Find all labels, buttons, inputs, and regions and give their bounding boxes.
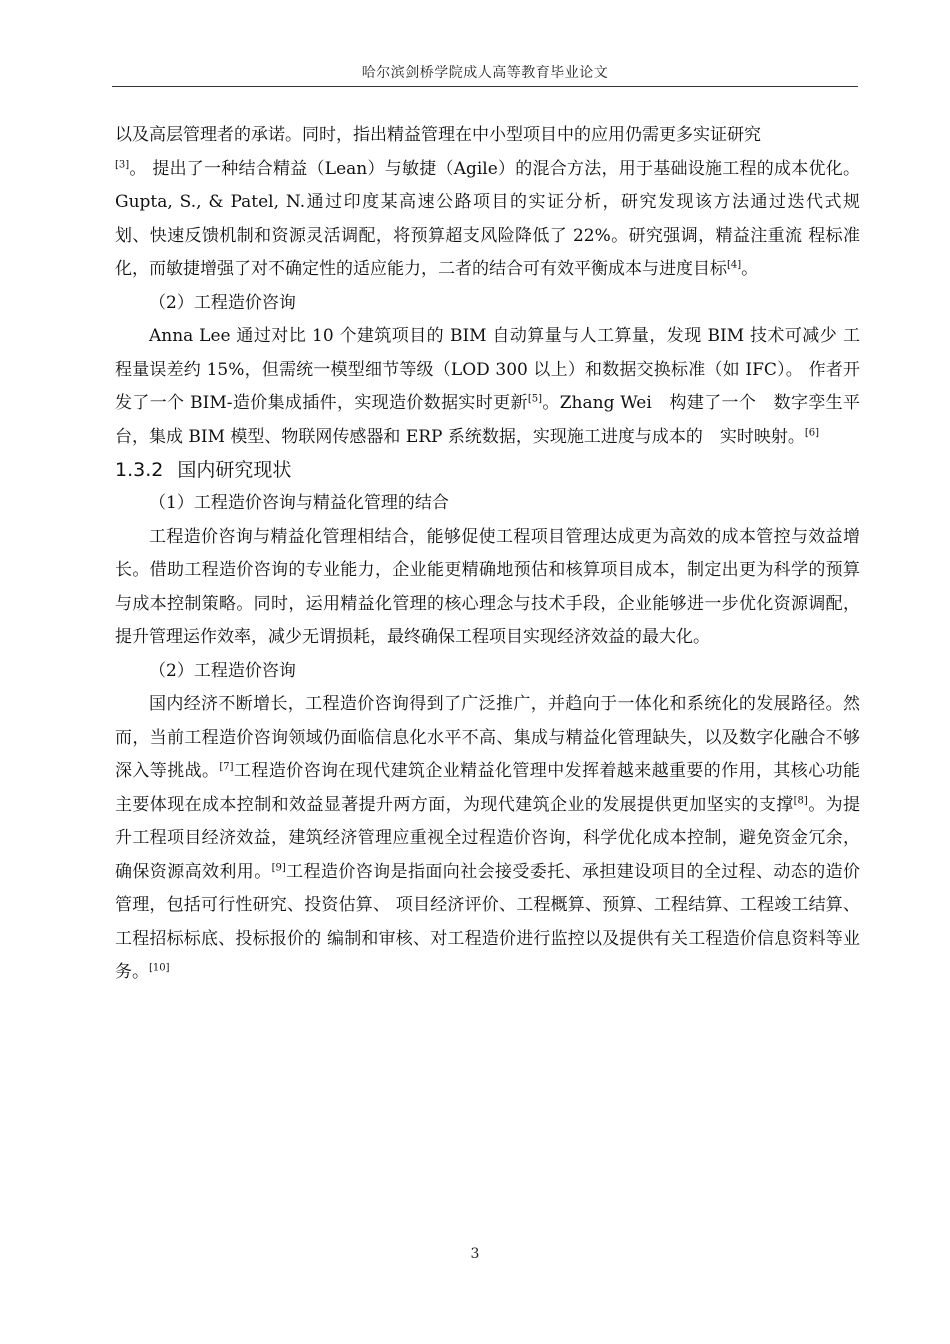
paragraph-3-text: Anna Lee 通过对比 10 个建筑项目的 BIM 自动算量与人工算量，发现 BIM 技术可减少 工程量误差约 15%，但需统一模型细节等级（LOD 300 以上）和数据交换标准（如 IFC）。 作者开发了一个 BIM-造价集成插件，实现造价数据实时更新 — [115, 326, 860, 413]
document-body — [115, 119, 877, 990]
section-number: 1.3.2 — [115, 459, 164, 481]
paragraph-2 — [115, 153, 877, 287]
section-title: 国内研究现状 — [177, 459, 292, 481]
paragraph-2-text: 。 提出了一种结合精益（Lean）与敏捷（Agile）的混合方法，用于基础设施工程的成本优化。 Gupta, S., & Patel, N.通过印度某高速公路项目的实证分析，研究发现该方法通过迭代式规 划、快速反馈机制和资源灵活调配，将预算超支风险降低了 22%。研究强调，精益注重流 程标准化，而敏捷增强了对不确定性的适应能力，二者的结合可有效平衡成本与进度目标 — [115, 158, 877, 279]
citation-5: [5] — [527, 393, 543, 405]
paragraph-3-mid: 。Zhang Wei 构建了一个 数字孪生平台，集成 BIM 模型、物联网传感器和 ERP 系统数据，实现施工进度与成本的 实时映射。 — [115, 393, 860, 447]
page-number: 3 — [470, 1246, 480, 1262]
citation-7: [7] — [219, 761, 234, 773]
subheading-domestic-cost-consulting: （2）工程造价咨询 — [149, 660, 296, 681]
paragraph-5-text-4: 工程造价咨询是指面向社会接受委托、承担建设项目的全过程、动态的造价管理，包括可行性研究、投资估算、 项目经济评价、工程概算、预算、工程结算、工程竣工结算、工程招标标底、投标报价的 编制和审核、对工程造价进行监控以及提供有关工程造价信息资料等业务。 — [115, 861, 861, 982]
header-divider — [112, 86, 858, 87]
citation-10: [10] — [149, 962, 170, 974]
paragraph-5-text-3: 。为提升工程项目经济效益，建筑经济管理应重视全过程造价咨询，科学优化成本控制，避免资金冗余，确保资源高效利用。 — [115, 794, 860, 882]
paragraph-3 — [115, 320, 860, 454]
paragraph-5-text-1: 国内经济不断增长，工程造价咨询得到了广泛推广，并趋向于一体化和系统化的发展路径。然而，当前工程造价咨询领域仍面临信息化水平不高、集成与精益化管理缺失，以及数字化融合不够深入等挑战。 — [115, 694, 860, 781]
paragraph-2-tail: 。 — [741, 259, 759, 279]
subheading-lean-combination: （1）工程造价咨询与精益化管理的结合 — [149, 493, 449, 513]
paragraph-4: 工程造价咨询与精益化管理相结合，能够促使工程项目管理达成更为高效的成本管控与效益增长。借助工程造价咨询的专业能力，企业能更精确地预估和核算项目成本，制定出更为科学的预算与成本控制策略。同时，运用精益化管理的核心理念与技术手段，企业能够进一步优化资源调配，提升管理运作效率，减少无谓损耗，最终确保工程项目实现经济效益的最大化。 — [115, 526, 860, 647]
citation-8: [8] — [793, 794, 808, 806]
section-heading — [115, 454, 860, 487]
paragraph-1 — [115, 119, 860, 153]
citation-6: [6] — [804, 426, 820, 438]
paragraph-5 — [115, 688, 860, 990]
citation-3: [3] — [115, 158, 130, 170]
running-header: 哈尔滨剑桥学院成人高等教育毕业论文 — [361, 65, 609, 81]
citation-4: [4] — [727, 259, 742, 271]
subheading-cost-consulting: （2）工程造价咨询 — [149, 292, 296, 313]
paragraph-1-text: 以及高层管理者的承诺。同时，指出精益管理在中小型项目中的应用仍需更多实证研究 — [115, 125, 761, 145]
citation-9: [9] — [271, 861, 286, 873]
paragraph-5-text-2: 工程造价咨询在现代建筑企业精益化管理中发挥着越来越重要的作用，其核心功能主要体现在成本控制和效益显著提升两方面，为现代建筑企业的发展提供更加坚实的支撑 — [115, 761, 861, 815]
